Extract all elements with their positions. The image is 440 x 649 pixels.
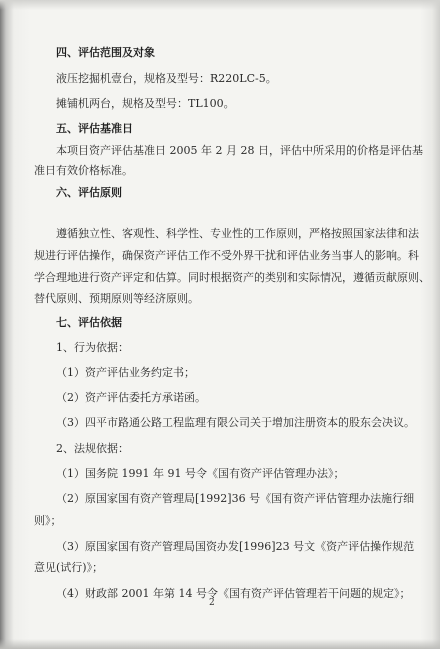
page-number: 2 — [209, 598, 215, 608]
text-line: 准日有效价格标准。 — [34, 164, 133, 177]
section-heading: 四、评估范围及对象 — [56, 46, 155, 59]
text-line: 意见(试行)》； — [34, 561, 104, 574]
text-line: （3）原国家国有资产管理局国资办发[1996]23 号文《资产评估操作规范 — [56, 540, 415, 553]
section-heading: 七、评估依据 — [56, 316, 122, 329]
text-line: 遵循独立性、客观性、科学性、专业性的工作原则，严格按照国家法律和法 — [56, 227, 419, 240]
text-line: （1）资产评估业务约定书； — [56, 366, 195, 379]
text-line: （2）资产评估委托方承诺函。 — [56, 391, 206, 404]
text-line: 学合理地进行资产评定和估算。同时根据资产的类别和实际情况，遵循贡献原则、 — [34, 271, 430, 284]
text-line: （1）国务院 1991 年 91 号令《国有资产评估管理办法》； — [56, 467, 345, 480]
text-line: 1、行为依据： — [56, 341, 129, 354]
section-heading: 六、评估原则 — [56, 186, 122, 199]
text-line: 替代原则、预期原则等经济原则。 — [34, 292, 199, 305]
text-line: 2、法规依据： — [56, 442, 129, 455]
text-line: 规进行评估操作，确保资产评估工作不受外界干扰和评估业务当事人的影响。科 — [34, 249, 419, 262]
section-heading: 五、评估基准日 — [56, 122, 133, 135]
text-line: 液压挖掘机壹台，规格及型号：R220LC-5。 — [56, 72, 277, 85]
text-line: （2）原国家国有资产管理局[1992]36 号《国有资产评估管理办法施行细 — [56, 492, 415, 505]
text-line: 本项目资产评估基准日 2005 年 2 月 28 日，评估中所采用的价格是评估基 — [56, 144, 423, 157]
text-line: （3）四平市路通公路工程监理有限公司关于增加注册资本的股东会决议。 — [56, 416, 415, 429]
text-line: 摊铺机两台，规格及型号：TL100。 — [56, 97, 235, 110]
scan-top-shadow — [0, 0, 440, 10]
scan-bottom-shadow — [0, 639, 440, 649]
text-line: 则》； — [34, 514, 62, 527]
text-line: （4）财政部 2001 年第 14 号令《国有资产评估管理若干问题的规定》； — [56, 587, 411, 600]
